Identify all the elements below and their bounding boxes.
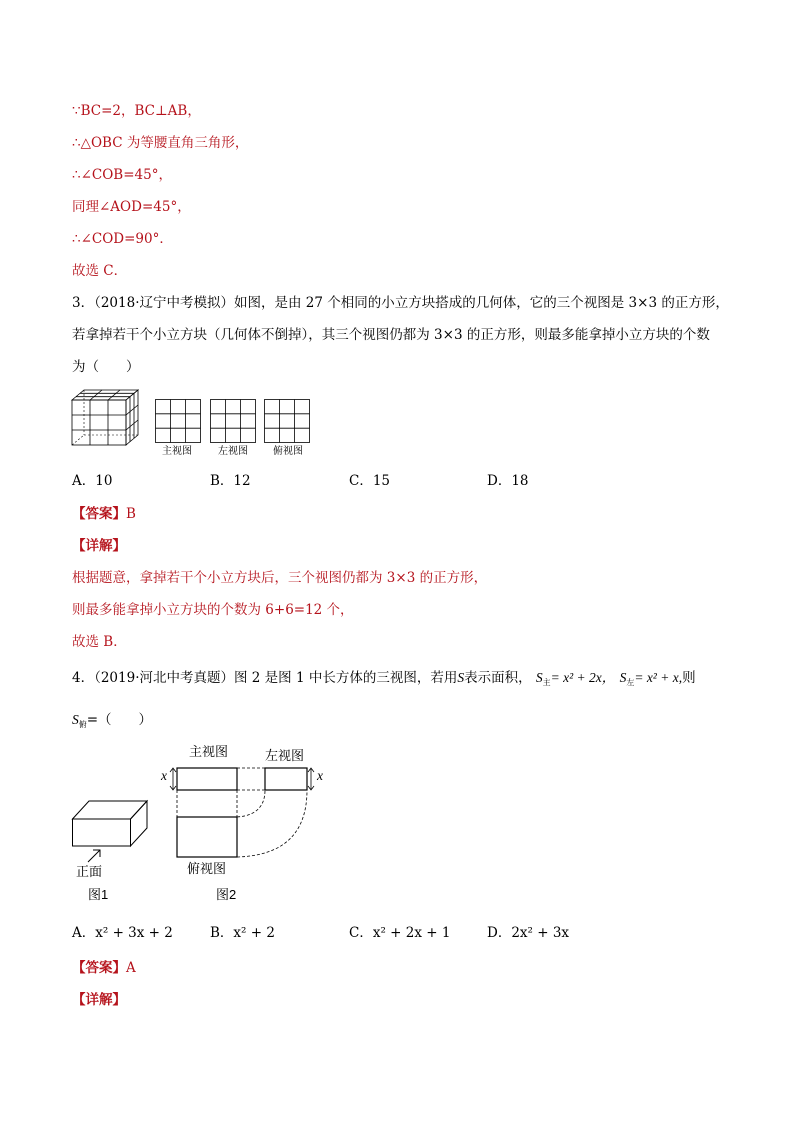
q4-option-a: A．x² + 3x + 2: [72, 925, 173, 941]
q4-top-view-label: 俯视图: [187, 861, 227, 876]
q4-option-b: B．x² + 2: [210, 925, 275, 941]
q4-s-top-sub: 俯: [78, 720, 87, 729]
q3-answer: [72, 504, 136, 524]
q4-answer-value: A: [126, 960, 136, 976]
q4-fig1-label: 图1: [88, 887, 109, 902]
q4-stem-line-1: 4．（2019·河北中考真题）图 2 是图 1 中长方体的三视图，若用S表示面积， $S_主= x^2 + 2x$， $S_左= x^2 + x$,则: [72, 670, 696, 687]
q4-s-left-rhs: = x² + x,: [634, 670, 683, 685]
q4-stem-part-b: 表示面积，: [464, 670, 532, 686]
q4-answer-label: 【答案】: [72, 960, 126, 976]
q3-stem-line-3: 为（ ）: [72, 359, 140, 375]
q4-x-label-main: x: [161, 768, 167, 783]
q3-detail-line-2: 则最多能拿掉小立方块的个数为 6+6=12 个，: [72, 602, 354, 618]
q4-stem-line-2: $S_俯=$（ ）: [72, 712, 153, 729]
solution-line-4: 同理∠AOD=45°，: [72, 199, 191, 215]
q4-main-view-label: 主视图: [189, 744, 229, 759]
q4-left-view-label: 左视图: [265, 748, 305, 763]
q3-detail-label: 【详解】: [72, 538, 126, 554]
solution-line-1: ∵BC=2，BC⊥AB，: [72, 103, 201, 119]
q3-view-label-left: 左视图: [218, 446, 248, 457]
q3-detail-line-1: 根据题意，拿掉若干个小立方块后，三个视图仍都为 3×3 的正方形，: [72, 570, 488, 586]
q3-view-label-top: 俯视图: [273, 446, 303, 457]
q4-s-main-sub: 主: [542, 678, 551, 687]
q4-stem-part-a: 4．（2019·河北中考真题）图 2 是图 1 中长方体的三视图，若用: [72, 670, 458, 686]
q4-then: 则: [682, 670, 696, 686]
q4-front-label: 正面: [76, 864, 103, 879]
q4-fig2-label: 图2: [216, 887, 237, 902]
q3-detail-line-3: 故选 B．: [72, 634, 127, 650]
q3-option-c: C．15: [349, 473, 391, 489]
q4-answer: [72, 958, 136, 978]
q4-symbol-s: S: [457, 670, 465, 685]
solution-line-5: ∴∠COD=90°．: [72, 231, 173, 247]
q4-option-d: D．2x² + 3x: [487, 925, 570, 941]
q3-left-view-grid: [210, 399, 256, 443]
q4-s-main-rhs: = x² + 2x，: [550, 670, 616, 685]
q3-cube-figure: [72, 388, 142, 448]
q4-detail-label: 【详解】: [72, 992, 126, 1008]
q4-s-left-sub: 左: [626, 678, 635, 687]
solution-line-2: ∴△OBC 为等腰直角三角形，: [72, 135, 249, 151]
q3-answer-label: 【答案】: [72, 506, 126, 522]
q3-stem-line-2: 若拿掉若干个小立方块（几何体不倒掉），其三个视图仍都为 3×3 的正方形，则最多能拿掉小立方块的个数: [72, 327, 710, 343]
solution-line-3: ∴∠COB=45°，: [72, 167, 172, 183]
q4-cuboid-figure: [72, 800, 152, 850]
q3-option-b: B．12: [210, 473, 251, 489]
q3-top-view-grid: [264, 399, 310, 443]
q3-stem-line-1: 3．（2018·辽宁中考模拟）如图，是由 27 个相同的小立方块搭成的几何体，它的三个视图是 3×3 的正方形，: [72, 295, 729, 311]
q3-view-label-front: 主视图: [162, 446, 192, 457]
q3-option-a: A．10: [72, 473, 113, 489]
q4-option-c: C．x² + 2x + 1: [349, 925, 451, 941]
q3-option-d: D．18: [487, 473, 529, 489]
q3-answer-value: B: [126, 506, 136, 522]
q3-front-view-grid: [155, 399, 201, 443]
solution-line-6: 故选 C．: [72, 263, 128, 279]
q4-x-label-left: x: [317, 768, 323, 783]
q4-s-top-rhs: =（ ）: [86, 712, 153, 728]
q4-three-views-figure: [160, 760, 340, 860]
